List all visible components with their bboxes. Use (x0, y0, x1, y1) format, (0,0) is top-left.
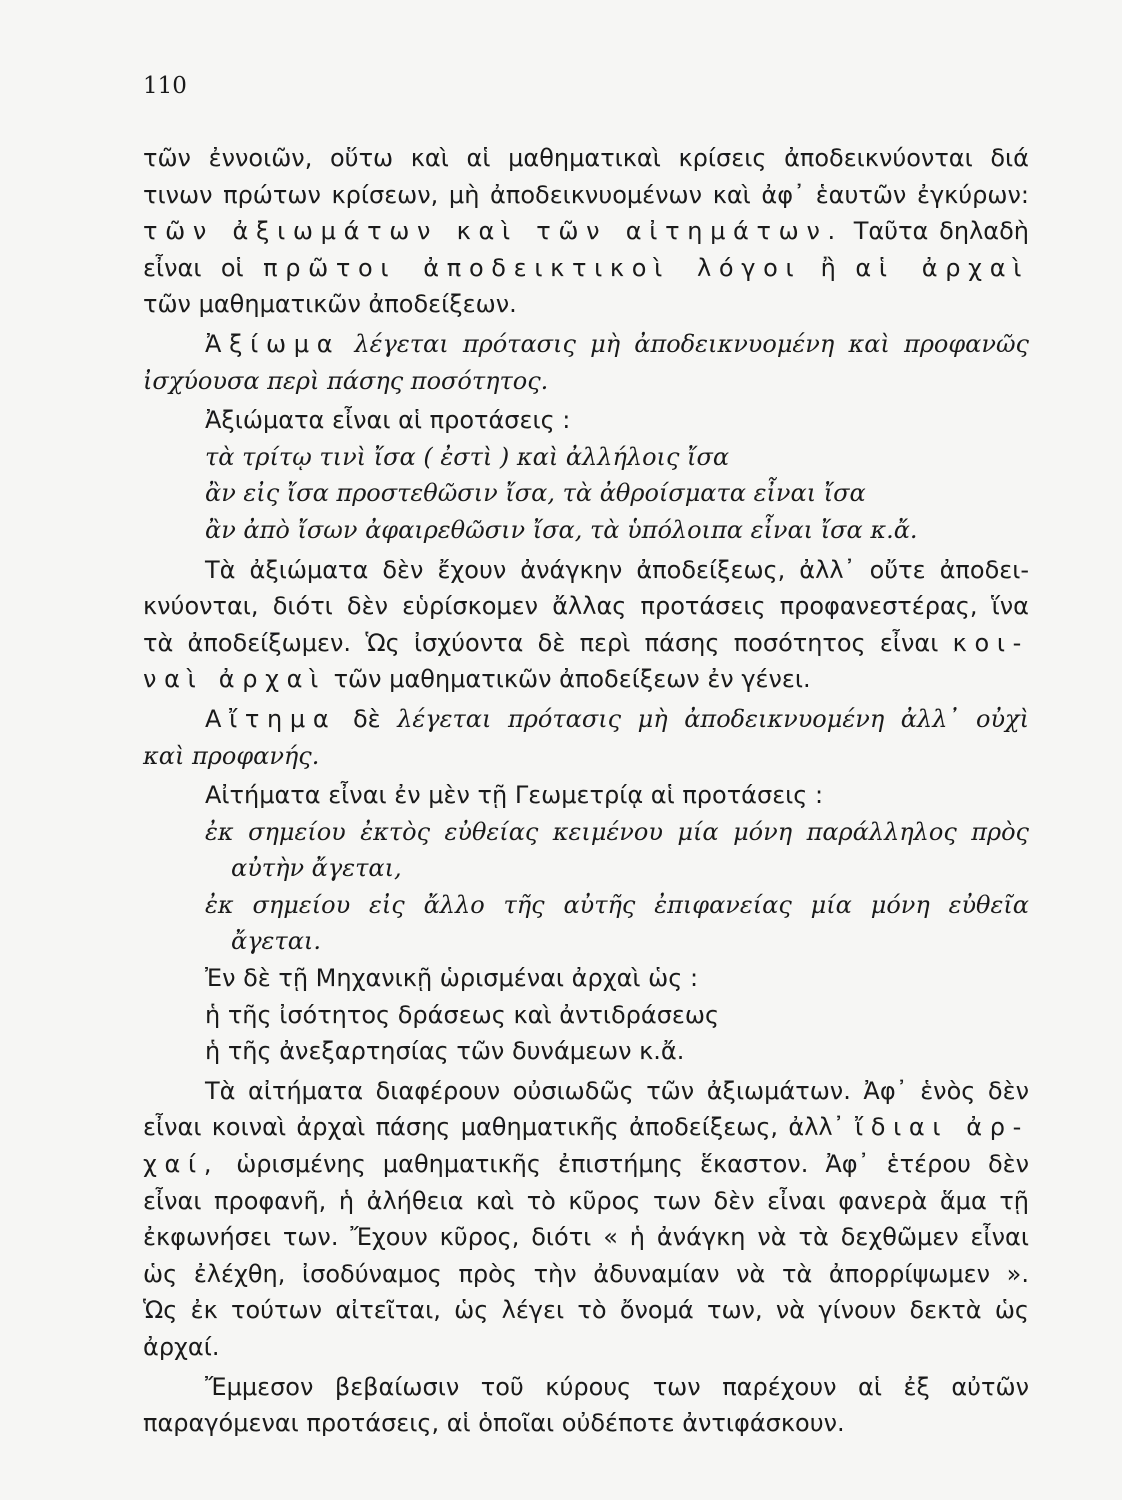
text-span: Ἐν δὲ τῇ Μηχανικῇ ὡρισμέναι ἀρχαὶ ὡς : (205, 964, 699, 993)
text-span: Ἔμμεσον βεβαίωσιν τοῦ κύρους των παρέχουν αἱ ἐξ αὐτῶν (205, 1372, 1029, 1401)
text-span: εἶναι οἱ (143, 253, 264, 282)
text-span: τινων πρώτων κρίσεων, μὴ ἀποδεικνυομένων καὶ ἀφ᾿ ἑαυτῶν ἐγκύρων: (143, 180, 1029, 209)
italic-span: ἐκ σημείου εἰς ἄλλο τῆς αὐτῆς ἐπιφανείας μία μόνη εὐθεῖα (205, 890, 1029, 919)
text-span: δὲ (336, 704, 398, 733)
spaced-term: αἱ ἀρχαὶ (855, 253, 1029, 282)
text-span: Ταῦτα δηλαδὴ (842, 217, 1029, 246)
text-span: εἶναι κοιναὶ ἀρχαὶ πάσης μαθηματικῆς ἀποδείξεως, ἀλλ᾿ (143, 1113, 855, 1142)
text-span: Τὰ αἰτήματα διαφέρουν οὐσιωδῶς τῶν ἀξιωμάτων. Ἀφ᾿ ἑνὸς δὲν (205, 1076, 1029, 1105)
text-span: ἡ τῆς ἀνεξαρτησίας τῶν δυνάμεων κ.ἄ. (205, 1037, 685, 1066)
spaced-term: Αἴτημα (205, 704, 337, 733)
text-span: τῶν ἐννοιῶν, οὕτω καὶ αἱ μαθηματικαὶ κρίσεις ἀποδεικνύονται διά (143, 144, 1029, 172)
text-span: ἡ τῆς ἰσότητος δράσεως καὶ ἀντιδράσεως (205, 1000, 720, 1029)
text-line (143, 1256, 1029, 1293)
text-span: παραγόμεναι προτάσεις, αἱ ὁποῖαι οὐδέποτε ἀντιφάσκουν. (143, 1409, 845, 1438)
postulate-example (143, 850, 1029, 887)
mechanics-example (143, 1033, 1029, 1070)
text-span: ἀρχαί. (143, 1333, 220, 1361)
italic-span: αὐτὴν ἄγεται, (231, 854, 402, 883)
text-line (143, 1329, 1029, 1366)
text-line (143, 177, 1029, 214)
text-line (143, 661, 1029, 698)
italic-span: ἰσχύουσα περὶ πάσης ποσότητος. (143, 366, 549, 395)
spaced-term: κοι- (952, 628, 1029, 657)
axiom-example (143, 439, 1029, 476)
text-line (143, 213, 1029, 250)
definition-postulate (143, 701, 1029, 738)
italic-span: ἂν ἀπὸ ἴσων ἀφαιρεθῶσιν ἴσα, τὰ ὑπόλοιπα εἶναι ἴσα κ.ἄ. (205, 515, 918, 544)
definition-axiom (143, 326, 1029, 363)
text-span: Αἰτήματα εἶναι ἐν μὲν τῇ Γεωμετρίᾳ αἱ προτάσεις : (205, 781, 824, 810)
italic-span: καὶ προφανής. (143, 741, 320, 770)
postulate-example (143, 923, 1029, 960)
text-line (143, 140, 1029, 177)
text-span: Τὰ ἀξιώματα δὲν ἔχουν ἀνάγκην ἀποδείξεως, ἀλλ᾿ οὔτε ἀποδει- (205, 555, 1029, 584)
text-line (143, 960, 1029, 997)
text-span: ἐκφωνήσει των. Ἔχουν κῦρος, διότι « ἡ ἀνάγκη νὰ τὰ δεχθῶμεν εἶναι (143, 1223, 1029, 1252)
spaced-term: χαί, (143, 1150, 220, 1179)
postulate-example (143, 887, 1029, 924)
italic-span: λέγεται πρότασις μὴ ἀποδεικνυομένη καὶ προφανῶς (340, 329, 1029, 358)
text-line (143, 402, 1029, 439)
text-line (143, 1292, 1029, 1329)
text-span: τῶν μαθηματικῶν ἀποδείξεων. (143, 290, 517, 319)
text-line (143, 1073, 1029, 1110)
text-line (143, 1219, 1029, 1256)
text-line (143, 625, 1029, 662)
text-line (143, 286, 1029, 323)
italic-span: ἂν εἰς ἴσα προστεθῶσιν ἴσα, τὰ ἀθροίσματα εἶναι ἴσα (205, 479, 866, 508)
italic-span: τὰ τρίτῳ τινὶ ἴσα ( ἐστὶ ) καὶ ἀλλήλοις ἴσα (205, 442, 730, 471)
text-span: τῶν μαθηματικῶν ἀποδείξεων ἐν γένει. (325, 665, 811, 694)
text-span: εἶναι προφανῆ, ἡ ἀλήθεια καὶ τὸ κῦρος των δὲν εἶναι φανερὰ ἅμα τῇ (143, 1186, 1029, 1215)
text-line (143, 738, 1029, 775)
text-line (143, 1146, 1029, 1183)
text-line (143, 1183, 1029, 1220)
text-span: Ἀξιώματα εἶναι αἱ προτάσεις : (205, 406, 571, 435)
text-line (143, 1369, 1029, 1406)
text-span: κνύονται, διότι δὲν εὑρίσκομεν ἄλλας προτάσεις προφανεστέρας, ἵνα (143, 592, 1029, 621)
page-number: 110 (143, 73, 187, 99)
text-line (143, 552, 1029, 589)
text-span: ὡς ἐλέχθη, ἰσοδύναμος πρὸς τὴν ἀδυναμίαν νὰ τὰ ἀπορρίψωμεν ». (143, 1259, 1029, 1288)
mechanics-example (143, 997, 1029, 1034)
italic-span: λέγεται πρότασις μὴ ἀποδεικνυομένη ἀλλ᾿ οὐχὶ (397, 704, 1029, 733)
text-line (143, 250, 1029, 287)
spaced-term: πρῶτοι ἀποδεικτικοὶ λόγοι (263, 253, 802, 282)
text-line (143, 777, 1029, 814)
text-span: τὰ ἀποδείξωμεν. Ὡς ἰσχύοντα δὲ περὶ πάσης ποσότητος εἶναι (143, 628, 953, 657)
axiom-example (143, 512, 1029, 549)
postulate-example (143, 814, 1029, 851)
spaced-term: τῶν ἀξιωμάτων καὶ τῶν αἰτημάτων. (143, 217, 843, 246)
spaced-term: ναὶ ἀρχαὶ (143, 665, 326, 694)
spaced-term: Ἀξίωμα (205, 329, 341, 358)
page-text (143, 140, 1029, 1442)
text-line (143, 363, 1029, 400)
axiom-example (143, 475, 1029, 512)
text-line (143, 588, 1029, 625)
text-span: ἢ (801, 253, 856, 282)
spaced-term: ἴδιαι ἀρ- (854, 1113, 1029, 1142)
text-line (143, 1405, 1029, 1442)
text-span: Ὡς ἐκ τούτων αἰτεῖται, ὡς λέγει τὸ ὄνομά των, νὰ γίνουν δεκτὰ ὡς (143, 1296, 1029, 1325)
text-line (143, 1109, 1029, 1146)
text-span: ὡρισμένης μαθηματικῆς ἐπιστήμης ἕκαστον. Ἀφ᾿ ἑτέρου δὲν (219, 1150, 1029, 1179)
italic-span: ἐκ σημείου ἐκτὸς εὐθείας κειμένου μία μόνη παράλληλος πρὸς (205, 817, 1029, 846)
italic-span: ἄγεται. (231, 927, 321, 956)
